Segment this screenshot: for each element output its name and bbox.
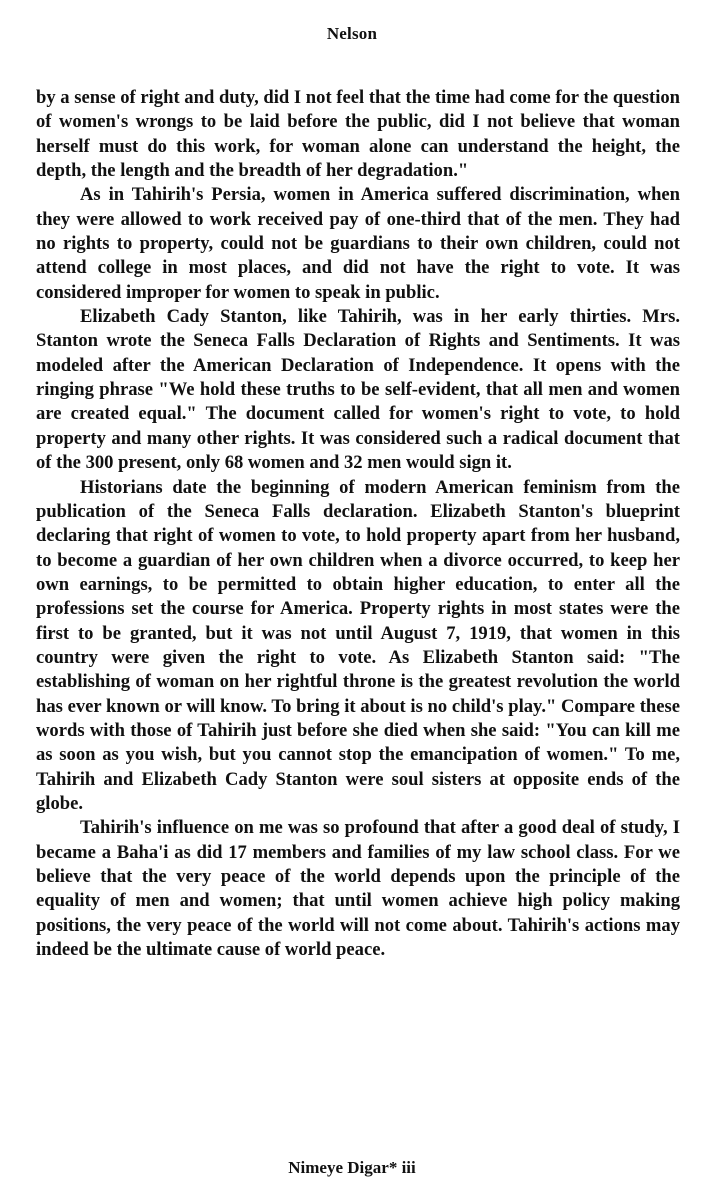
paragraph-1: by a sense of right and duty, did I not feel that the time had come for the question of women's wrongs to be laid before the public, did I not believe that woman herself must do this work, for woman alone can understand the height, the depth, the length and the breadth of her degradation." [36,87,680,182]
paragraph-2: As in Tahirih's Persia, women in America suffered discrimination, when they were allowed to work received pay of one-third that of the men. They had no rights to property, could not be guardians to their own children, could not attend college in most places, and did not have the right to vote. It was considered improper for women to speak in public. [36,184,680,303]
running-footer: Nimeye Digar* iii [288,1158,416,1177]
paragraph-5: Tahirih's influence on me was so profound that after a good deal of study, I became a Baha'i as did 17 members and families of my law school class. For we believe that the very peace of the world depends upon the principle of the equality of men and women; that until women achieve high policy making positions, the very peace of the world will not come about. Tahirih's actions may indeed be the ultimate cause of world peace. [36,817,680,961]
running-header: Nelson [326,24,378,43]
paragraph-4: Historians date the beginning of modern American feminism from the publication of the Seneca Falls declaration. Elizabeth Stanton's blueprint declaring that right of women to vote, to hold property apart from her husband, to become a guardian of her own children when a divorce occurred, to keep her own earnings, to be permitted to obtain higher education, to enter all the professions set the course for America. Property rights in most states were the first to be granted, but it was not until August 7, 1919, that women in this country were given the right to vote. As Elizabeth Stanton said: "The establishing of woman on her rightful throne is the greatest revolution the world has ever known or will know. To bring it about is no child's play." Compare these words with those of Tahirih just before she died when she said: "You can kill me as soon as you wish, but you cannot stop the emancipation of women." To me, Tahirih and Elizabeth Cady Stanton were soul sisters at opposite ends of the globe. [36,476,680,814]
body-text [36,86,680,962]
paragraph-3: Elizabeth Cady Stanton, like Tahirih, was in her early thirties. Mrs. Stanton wrote the Seneca Falls Declaration of Rights and Sentiments. It was modeled after the American Declaration of Independence. It opens with the ringing phrase "We hold these truths to be self-evident, that all men and women are created equal." The document called for women's right to vote, to hold property and many other rights. It was considered such a radical document that of the 300 present, only 68 women and 32 men would sign it. [36,306,680,474]
